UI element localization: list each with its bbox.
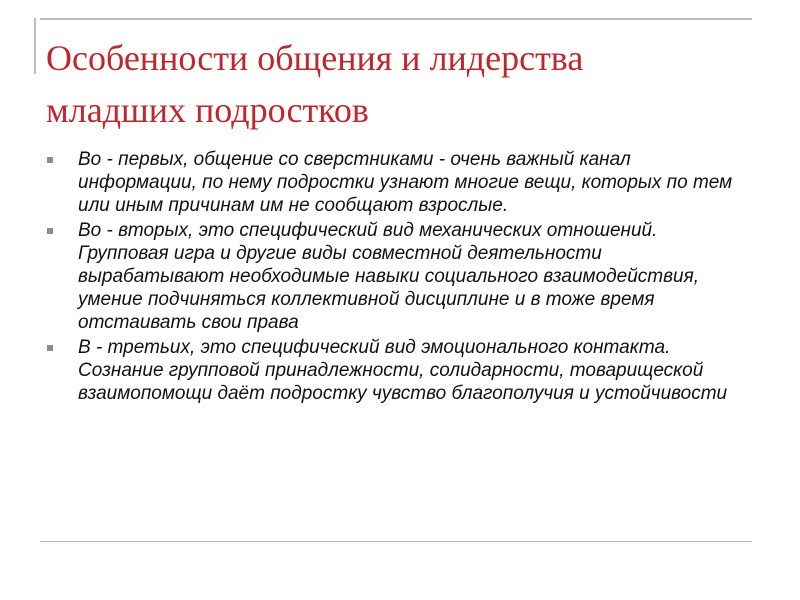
title-line-1: Особенности общения и лидерства bbox=[46, 38, 584, 78]
bottom-divider bbox=[40, 541, 752, 542]
bullet-text: В - третьих, это специфический вид эмоционального контакта. Сознание групповой принадлежности, солидарности, товарищеской взаимопомощи даёт подростку чувство благополучия и устойчивости bbox=[78, 337, 728, 404]
top-divider bbox=[40, 18, 752, 20]
square-bullet-icon bbox=[47, 345, 53, 351]
square-bullet-icon bbox=[47, 157, 53, 163]
bullet-list bbox=[46, 148, 736, 407]
bullet-text: Во - первых, общение со сверстниками - очень важный канал информации, по нему подростки узнают многие вещи, которых по тем или иным причинам им не сообщают взрослые. bbox=[78, 149, 733, 216]
left-divider bbox=[34, 18, 36, 74]
bullet-item bbox=[46, 148, 736, 217]
bullet-text: Во - вторых, это специфический вид механических отношений. Групповая игра и другие виды совместной деятельности вырабатывают необходимые навыки социального взаимодействия, умение подчиняться коллективной дисциплине и в тоже время отстаивать свои права bbox=[78, 220, 700, 333]
slide-title bbox=[46, 32, 746, 136]
title-line-2: младших подростков bbox=[46, 90, 369, 130]
bullet-item bbox=[46, 219, 736, 334]
square-bullet-icon bbox=[47, 228, 53, 234]
bullet-item bbox=[46, 336, 736, 405]
